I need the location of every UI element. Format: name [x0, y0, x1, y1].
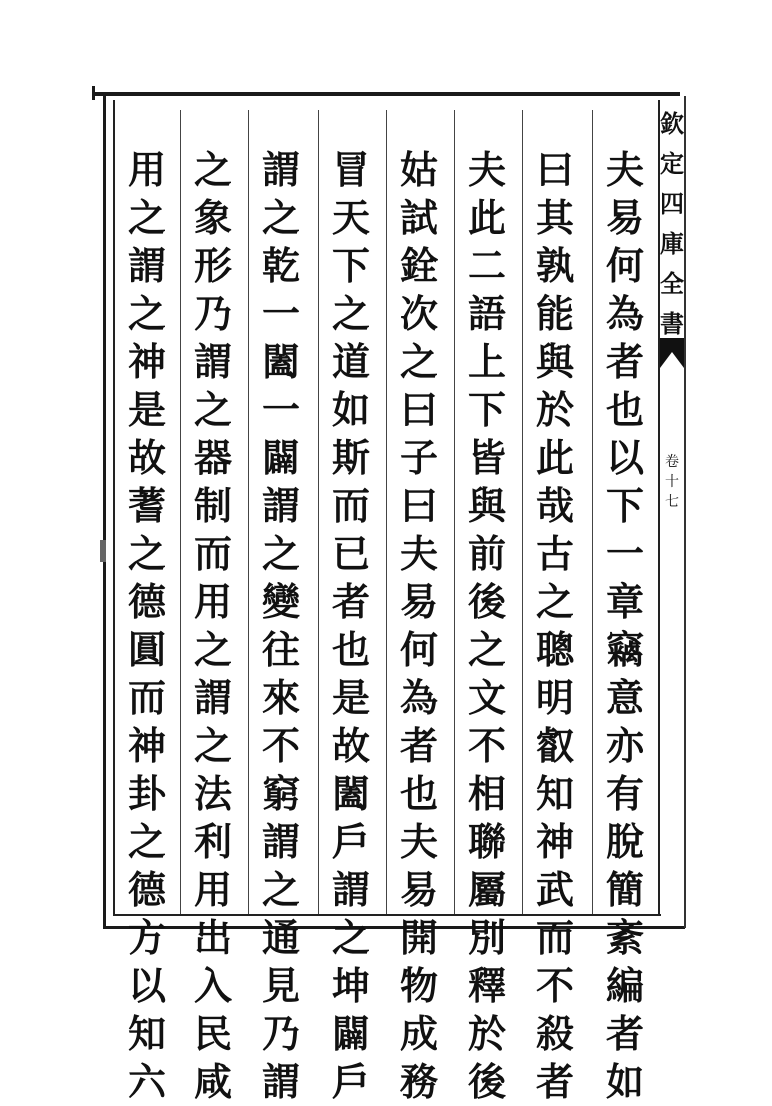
text-char: 易 — [399, 579, 438, 624]
text-char: 明 — [535, 675, 574, 720]
text-column — [320, 146, 382, 1104]
text-char: 曰 — [535, 147, 574, 192]
text-char: 叡 — [535, 723, 574, 768]
text-column — [182, 146, 244, 1104]
text-char: 者 — [331, 579, 370, 624]
text-char: 一 — [261, 291, 300, 336]
text-char: 易 — [399, 867, 438, 912]
text-char: 皆 — [467, 435, 506, 480]
text-char: 用 — [127, 147, 166, 192]
text-column — [388, 146, 450, 1104]
text-char: 次 — [399, 291, 438, 336]
column-divider — [248, 110, 249, 914]
text-char: 殺 — [535, 1011, 574, 1056]
text-char: 曰 — [399, 387, 438, 432]
text-char: 制 — [193, 483, 232, 528]
column-divider — [592, 110, 593, 914]
text-char: 已 — [331, 531, 370, 576]
text-char: 闢 — [331, 1011, 370, 1056]
text-char: 六 — [127, 1059, 166, 1104]
text-char: 之 — [261, 531, 300, 576]
text-char: 與 — [467, 483, 506, 528]
text-char: 謂 — [261, 147, 300, 192]
text-char: 卦 — [127, 771, 166, 816]
text-char: 姑 — [399, 147, 438, 192]
margin-title-char: 庫 — [660, 229, 684, 258]
text-char: 夫 — [605, 147, 644, 192]
text-char: 之 — [261, 867, 300, 912]
text-char: 謂 — [127, 243, 166, 288]
text-char: 謂 — [331, 867, 370, 912]
text-char: 竊 — [605, 627, 644, 672]
text-char: 戶 — [331, 1059, 370, 1104]
margin-title-char: 四 — [660, 189, 684, 218]
margin-title-char: 定 — [660, 149, 684, 178]
text-char: 釋 — [467, 963, 506, 1008]
text-char: 物 — [399, 963, 438, 1008]
text-char: 後 — [467, 1059, 506, 1104]
column-divider — [318, 110, 319, 914]
text-char: 之 — [193, 723, 232, 768]
text-char: 也 — [331, 627, 370, 672]
text-char: 而 — [331, 483, 370, 528]
text-char: 知 — [127, 1011, 166, 1056]
text-char: 文 — [467, 675, 506, 720]
column-divider — [180, 110, 181, 914]
text-char: 咸 — [193, 1059, 232, 1104]
text-char: 天 — [331, 195, 370, 240]
text-char: 何 — [605, 243, 644, 288]
text-char: 能 — [535, 291, 574, 336]
text-char: 之 — [193, 627, 232, 672]
text-column — [250, 146, 312, 1104]
text-char: 章 — [605, 579, 644, 624]
text-char: 上 — [467, 339, 506, 384]
text-char: 入 — [193, 963, 232, 1008]
text-char: 蓍 — [127, 483, 166, 528]
text-char: 神 — [127, 339, 166, 384]
text-char: 見 — [261, 963, 300, 1008]
text-char: 也 — [605, 387, 644, 432]
text-char: 不 — [261, 723, 300, 768]
text-char: 古 — [535, 531, 574, 576]
text-char: 坤 — [331, 963, 370, 1008]
text-char: 別 — [467, 915, 506, 960]
text-char: 故 — [127, 435, 166, 480]
margin-title-char: 全 — [660, 269, 684, 298]
text-char: 語 — [467, 291, 506, 336]
text-char: 試 — [399, 195, 438, 240]
margin-title-char: 欽 — [660, 109, 684, 138]
text-char: 其 — [535, 195, 574, 240]
text-char: 道 — [331, 339, 370, 384]
text-char: 有 — [605, 771, 644, 816]
text-char: 窮 — [261, 771, 300, 816]
text-char: 之 — [193, 147, 232, 192]
text-char: 務 — [399, 1059, 438, 1104]
text-char: 之 — [331, 291, 370, 336]
text-char: 於 — [467, 1011, 506, 1056]
margin-juan-char: 十 — [665, 474, 679, 490]
text-char: 下 — [331, 243, 370, 288]
text-char: 如 — [331, 387, 370, 432]
text-char: 方 — [127, 915, 166, 960]
text-char: 之 — [127, 195, 166, 240]
text-column — [456, 146, 518, 1104]
text-char: 闢 — [261, 435, 300, 480]
text-char: 下 — [467, 387, 506, 432]
text-char: 斯 — [331, 435, 370, 480]
text-column — [524, 146, 586, 1104]
frame-right-outer-border — [684, 96, 686, 928]
text-char: 之 — [331, 915, 370, 960]
text-char: 往 — [261, 627, 300, 672]
text-char: 民 — [193, 1011, 232, 1056]
text-char: 哉 — [535, 483, 574, 528]
text-char: 簡 — [605, 867, 644, 912]
text-column — [116, 146, 178, 1104]
frame-top-border — [92, 92, 680, 96]
text-char: 以 — [605, 435, 644, 480]
text-char: 如 — [605, 1059, 644, 1104]
text-char: 謂 — [261, 483, 300, 528]
text-char: 於 — [535, 387, 574, 432]
text-char: 乃 — [193, 291, 232, 336]
text-char: 夫 — [467, 147, 506, 192]
text-char: 知 — [535, 771, 574, 816]
column-divider — [386, 110, 387, 914]
text-char: 子 — [399, 435, 438, 480]
text-char: 二 — [467, 243, 506, 288]
text-char: 此 — [467, 195, 506, 240]
text-char: 故 — [331, 723, 370, 768]
text-char: 編 — [605, 963, 644, 1008]
margin-book-title — [660, 104, 684, 344]
text-char: 一 — [605, 531, 644, 576]
text-char: 之 — [127, 291, 166, 336]
text-char: 乾 — [261, 243, 300, 288]
text-char: 者 — [399, 723, 438, 768]
margin-juan-char: 卷 — [665, 454, 679, 470]
text-char: 成 — [399, 1011, 438, 1056]
text-char: 而 — [535, 915, 574, 960]
text-char: 來 — [261, 675, 300, 720]
text-char: 象 — [193, 195, 232, 240]
fish-tail-mark — [660, 338, 684, 368]
text-char: 屬 — [467, 867, 506, 912]
text-char: 出 — [193, 915, 232, 960]
text-char: 之 — [127, 819, 166, 864]
text-char: 德 — [127, 867, 166, 912]
text-char: 聰 — [535, 627, 574, 672]
text-char: 神 — [535, 819, 574, 864]
text-char: 孰 — [535, 243, 574, 288]
margin-title-char: 書 — [660, 309, 684, 338]
text-char: 器 — [193, 435, 232, 480]
text-char: 謂 — [261, 1059, 300, 1104]
text-char: 之 — [535, 579, 574, 624]
text-char: 此 — [535, 435, 574, 480]
margin-smudge — [100, 540, 106, 562]
text-char: 乃 — [261, 1011, 300, 1056]
text-char: 夫 — [399, 819, 438, 864]
text-char: 後 — [467, 579, 506, 624]
text-char: 而 — [127, 675, 166, 720]
text-char: 曰 — [399, 483, 438, 528]
text-char: 不 — [467, 723, 506, 768]
frame-left-inner-border — [113, 100, 115, 914]
text-char: 變 — [261, 579, 300, 624]
text-char: 夫 — [399, 531, 438, 576]
text-char: 者 — [535, 1059, 574, 1104]
text-char: 與 — [535, 339, 574, 384]
margin-juan-label — [660, 452, 684, 512]
text-char: 開 — [399, 915, 438, 960]
text-char: 聯 — [467, 819, 506, 864]
text-char: 何 — [399, 627, 438, 672]
text-char: 銓 — [399, 243, 438, 288]
text-char: 脫 — [605, 819, 644, 864]
text-char: 易 — [605, 195, 644, 240]
text-char: 者 — [605, 339, 644, 384]
text-char: 為 — [605, 291, 644, 336]
text-char: 而 — [193, 531, 232, 576]
text-char: 相 — [467, 771, 506, 816]
margin-juan-char: 七 — [665, 494, 679, 510]
text-char: 是 — [331, 675, 370, 720]
frame-left-border — [103, 96, 106, 928]
text-char: 闔 — [261, 339, 300, 384]
text-char: 之 — [261, 195, 300, 240]
text-char: 謂 — [193, 675, 232, 720]
text-char: 者 — [605, 1011, 644, 1056]
text-char: 武 — [535, 867, 574, 912]
column-divider — [454, 110, 455, 914]
text-char: 為 — [399, 675, 438, 720]
text-char: 冒 — [331, 147, 370, 192]
text-char: 用 — [193, 579, 232, 624]
text-char: 紊 — [605, 915, 644, 960]
text-char: 之 — [127, 531, 166, 576]
text-char: 一 — [261, 387, 300, 432]
text-char: 不 — [535, 963, 574, 1008]
text-char: 通 — [261, 915, 300, 960]
text-char: 以 — [127, 963, 166, 1008]
text-char: 戶 — [331, 819, 370, 864]
text-char: 之 — [399, 339, 438, 384]
text-char: 下 — [605, 483, 644, 528]
text-char: 謂 — [261, 819, 300, 864]
text-char: 法 — [193, 771, 232, 816]
text-char: 意 — [605, 675, 644, 720]
text-char: 是 — [127, 387, 166, 432]
text-column — [594, 146, 656, 1104]
column-divider — [522, 110, 523, 914]
text-char: 德 — [127, 579, 166, 624]
text-char: 之 — [467, 627, 506, 672]
text-char: 利 — [193, 819, 232, 864]
text-char: 用 — [193, 867, 232, 912]
text-char: 謂 — [193, 339, 232, 384]
text-char: 前 — [467, 531, 506, 576]
text-char: 亦 — [605, 723, 644, 768]
text-char: 闔 — [331, 771, 370, 816]
text-char: 形 — [193, 243, 232, 288]
text-char: 圓 — [127, 627, 166, 672]
text-char: 神 — [127, 723, 166, 768]
text-char: 之 — [193, 387, 232, 432]
text-char: 也 — [399, 771, 438, 816]
